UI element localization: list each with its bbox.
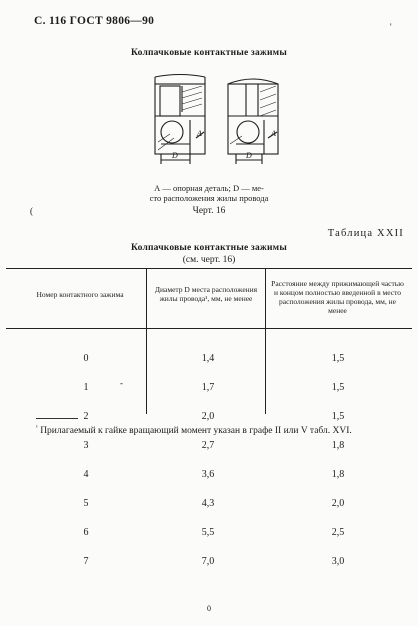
figure-title: Колпачковые контактные зажимы [131,48,287,58]
table-row: 1 [83,382,89,394]
table-row: 1,4 [201,353,215,365]
figure-caption [0,183,418,203]
table-row: 3 [83,440,89,452]
table-column-diameter [190,335,226,576]
table-header-rule [6,328,412,329]
table-row: 4 [83,469,89,481]
table-row: 1,8 [331,469,345,481]
clamp-drawing [150,72,290,177]
label-d-right: D [246,151,252,160]
label-a-left: А [197,129,202,138]
table-row: 2,7 [201,440,215,452]
corner-mark: ' [390,22,392,32]
page-header: С. 116 ГОСТ 9806—90 [34,15,155,27]
table-col-divider-1 [146,268,147,414]
stray-mark: - [120,378,123,388]
footnote-mark: ¹ [36,425,38,431]
label-d-left: D [172,151,178,160]
table-row: 2 [83,411,89,423]
table-row: 5,5 [201,527,215,539]
footnote-rule [36,418,78,419]
table-row: 2,0 [201,411,215,423]
page-number: 0 [207,604,211,613]
header-col-3: Расстояние между прижимающей частью и концом полностью введенной в место расположения жилы провода, мм, не менее [271,279,404,315]
table-label: Таблица XXII [327,228,404,239]
table-title: Колпачковые контактные зажимы [131,243,287,253]
footnote-text: Прилагаемый к гайке вращающий момент указан в графе II или V табл. XVI. [37,426,352,437]
table-row: 2,5 [331,527,345,539]
table-row: 4,3 [201,498,215,510]
table-row: 1,8 [331,440,345,452]
table-row: 1,5 [331,353,345,365]
table-row: 1,5 [331,411,345,423]
table-row: 3,6 [201,469,215,481]
figure-number: Черт. 16 [192,206,226,216]
table-row: 0 [83,353,89,365]
table-row: 5 [83,498,89,510]
table-row: 1,7 [201,382,215,394]
caption-line-1: А — опорная деталь; D — ме- [154,183,264,193]
label-a-right: А [271,129,276,138]
table-reference: (см. черт. 16) [182,255,236,265]
table-row: 3,0 [331,556,345,568]
table-row: 6 [83,527,89,539]
header-col-1: Номер контактного зажима [36,290,124,299]
caption-line-2: сто расположения жилы провода [149,193,269,203]
table-row: 7 [83,556,89,568]
header-col-2: Диаметр D места расположения жилы провода¹, мм, не менее [154,285,258,303]
margin-mark: ( [30,206,33,216]
table-row: 2,0 [331,498,345,510]
footnote [36,422,384,437]
right-wire-circle [237,121,259,143]
table-column-distance [320,335,356,576]
table-col-divider-2 [265,268,266,414]
table-column-number [76,335,96,576]
table-top-rule [6,268,412,269]
table-row: 1,5 [331,382,345,394]
table-row: 7,0 [201,556,215,568]
